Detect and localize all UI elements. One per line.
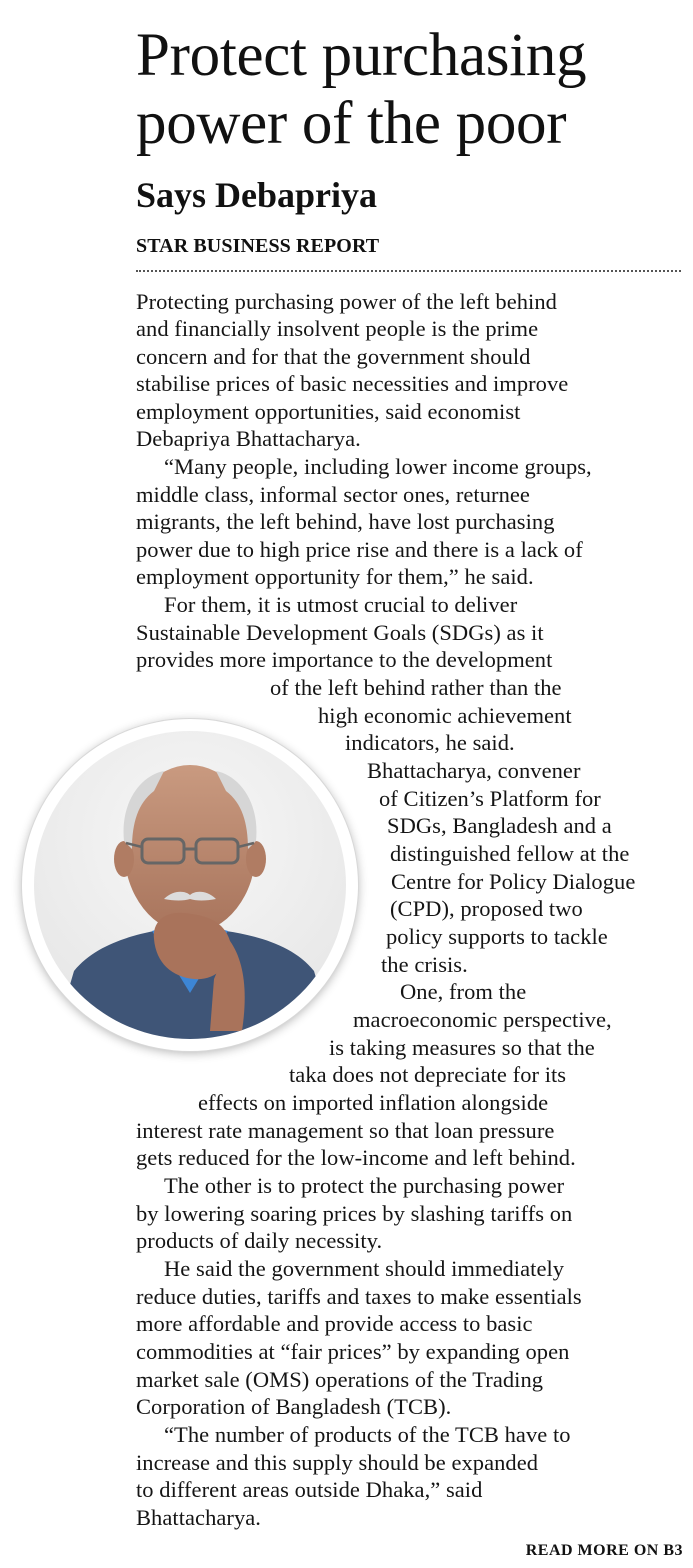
body-line: He said the government should immediately [164, 1256, 565, 1281]
body-line: and financially insolvent people is the prime [136, 316, 539, 341]
dotted-divider [136, 270, 681, 272]
body-line: more affordable and provide access to basic [136, 1311, 533, 1336]
body-line: effects on imported inflation alongside [198, 1090, 549, 1115]
body-line: policy supports to tackle [386, 924, 608, 949]
body-line: Corporation of Bangladesh (TCB). [136, 1394, 452, 1419]
subheadline: Says Debapriya [136, 175, 378, 215]
body-line: of the left behind rather than the [270, 675, 562, 700]
body-line: concern and for that the government should [136, 344, 531, 369]
body-line: middle class, informal sector ones, returnee [136, 482, 530, 507]
read-more-label: READ MORE ON B3 [525, 1542, 683, 1559]
body-line: of Citizen’s Platform for [379, 786, 601, 811]
body-line: The other is to protect the purchasing power [164, 1173, 565, 1198]
headline-line-2: power of the poor [136, 90, 567, 157]
body-line: stabilise prices of basic necessities and improve [136, 371, 569, 396]
body-line: taka does not depreciate for its [289, 1062, 567, 1087]
body-line: employment opportunities, said economist [136, 399, 521, 424]
body-line: Debapriya Bhattacharya. [136, 426, 361, 451]
body-line: market sale (OMS) operations of the Trading [136, 1367, 544, 1392]
body-line: (CPD), proposed two [390, 896, 583, 921]
portrait-illustration [34, 731, 346, 1039]
body-line: Bhattacharya, convener [367, 758, 581, 783]
body-line: Centre for Policy Dialogue [391, 869, 636, 894]
body-line: the crisis. [381, 952, 468, 977]
body-line: Sustainable Development Goals (SDGs) as it [136, 620, 544, 645]
body-line: reduce duties, tariffs and taxes to make essentials [136, 1284, 582, 1309]
body-line: to different areas outside Dhaka,” said [136, 1477, 483, 1502]
body-line: increase and this supply should be expanded [136, 1450, 539, 1475]
body-line: Protecting purchasing power of the left behind [136, 289, 557, 314]
body-line: Bhattacharya. [136, 1505, 261, 1530]
body-line: “Many people, including lower income groups, [164, 454, 592, 479]
body-line: For them, it is utmost crucial to deliver [164, 592, 518, 617]
body-line: gets reduced for the low-income and left behind. [136, 1145, 576, 1170]
body-line: employment opportunity for them,” he said. [136, 564, 534, 589]
byline: STAR BUSINESS REPORT [136, 235, 380, 257]
body-line: migrants, the left behind, have lost purchasing [136, 509, 555, 534]
body-line: “The number of products of the TCB have to [164, 1422, 571, 1447]
body-line: high economic achievement [318, 703, 572, 728]
body-line: indicators, he said. [345, 730, 515, 755]
portrait-photo [22, 719, 358, 1051]
body-line: commodities at “fair prices” by expanding open [136, 1339, 570, 1364]
body-line: SDGs, Bangladesh and a [387, 813, 612, 838]
headline [136, 22, 586, 158]
body-line: products of daily necessity. [136, 1228, 383, 1253]
body-line: One, from the [400, 979, 527, 1004]
headline-line-1: Protect purchasing [136, 22, 587, 89]
body-line: power due to high price rise and there is a lack of [136, 537, 583, 562]
body-line: macroeconomic perspective, [353, 1007, 612, 1032]
body-line: interest rate management so that loan pressure [136, 1118, 555, 1143]
body-line: by lowering soaring prices by slashing tariffs on [136, 1201, 573, 1226]
body-line: provides more importance to the development [136, 647, 553, 672]
body-line: distinguished fellow at the [390, 841, 630, 866]
body-line: is taking measures so that the [329, 1035, 595, 1060]
